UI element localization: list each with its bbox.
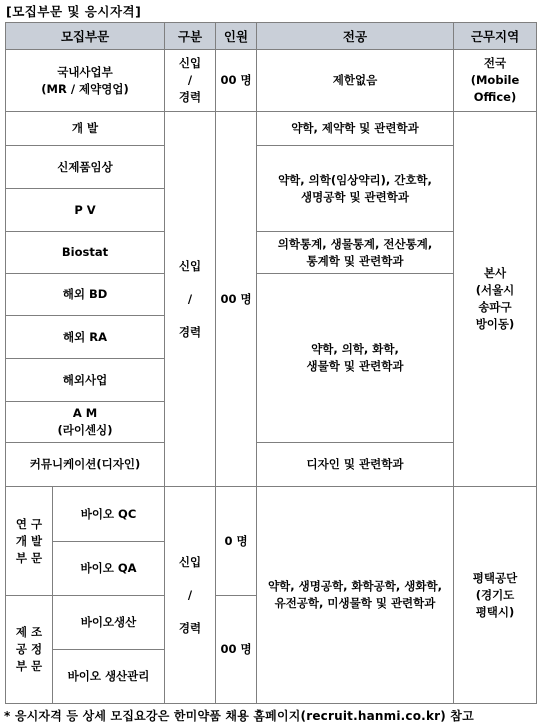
division-cell: P V — [6, 189, 165, 232]
location-cell: 평택공단 (경기도 평택시) — [454, 487, 537, 704]
header-headcount: 인원 — [216, 23, 257, 50]
major-cell: 의학통계, 생물통계, 전산통계, 통계학 및 관련학과 — [257, 232, 454, 274]
header-major: 전공 — [257, 23, 454, 50]
table-row — [6, 50, 537, 112]
division-cell: 해외 RA — [6, 316, 165, 359]
division-cell: 국내사업부 (MR / 제약영업) — [6, 50, 165, 112]
division-cell: 바이오 생산관리 — [53, 650, 165, 704]
headcount-cell: 00 명 — [216, 112, 257, 487]
footnote: * 응시자격 등 상세 모집요강은 한미약품 채용 홈페이지(recruit.hanmi.co.kr) 참고 — [4, 709, 474, 723]
major-cell: 약학, 제약학 및 관련학과 — [257, 112, 454, 146]
header-location: 근무지역 — [454, 23, 537, 50]
division-cell: 해외 BD — [6, 274, 165, 316]
recruitment-table — [5, 22, 537, 704]
header-type: 구분 — [165, 23, 216, 50]
headcount-cell: 0 명 — [216, 487, 257, 596]
type-cell: 신입 / 경력 — [165, 112, 216, 487]
headcount-cell: 00 명 — [216, 596, 257, 704]
table-header-row — [6, 23, 537, 50]
division-cell: A M (라이센싱) — [6, 402, 165, 443]
table-row — [6, 112, 537, 146]
division-cell: 개 발 — [6, 112, 165, 146]
type-cell: 신입 / 경력 — [165, 50, 216, 112]
major-cell: 제한없음 — [257, 50, 454, 112]
location-cell: 전국 (Mobile Office) — [454, 50, 537, 112]
table-row — [6, 487, 537, 542]
division-cell: 바이오생산 — [53, 596, 165, 650]
division-cell: 바이오 QA — [53, 542, 165, 596]
division-cell: Biostat — [6, 232, 165, 274]
division-cell: 신제품임상 — [6, 146, 165, 189]
division-cell: 바이오 QC — [53, 487, 165, 542]
headcount-cell: 00 명 — [216, 50, 257, 112]
header-division: 모집부문 — [6, 23, 165, 50]
location-cell: 본사 (서울시 송파구 방이동) — [454, 112, 537, 487]
division-cell: 커뮤니케이션(디자인) — [6, 443, 165, 487]
major-cell: 약학, 의학, 화학, 생물학 및 관련학과 — [257, 274, 454, 443]
major-cell: 약학, 생명공학, 화학공학, 생화학, 유전공학, 미생물학 및 관련학과 — [257, 487, 454, 704]
major-cell: 디자인 및 관련학과 — [257, 443, 454, 487]
major-cell: 약학, 의학(임상약리), 간호학, 생명공학 및 관련학과 — [257, 146, 454, 232]
type-cell: 신입 / 경력 — [165, 487, 216, 704]
section-title: [모집부문 및 응시자격] — [6, 4, 142, 19]
group-label-rnd: 연 구 개 발 부 문 — [6, 487, 53, 596]
group-label-manufacturing: 제 조 공 정 부 문 — [6, 596, 53, 704]
division-cell: 해외사업 — [6, 359, 165, 402]
